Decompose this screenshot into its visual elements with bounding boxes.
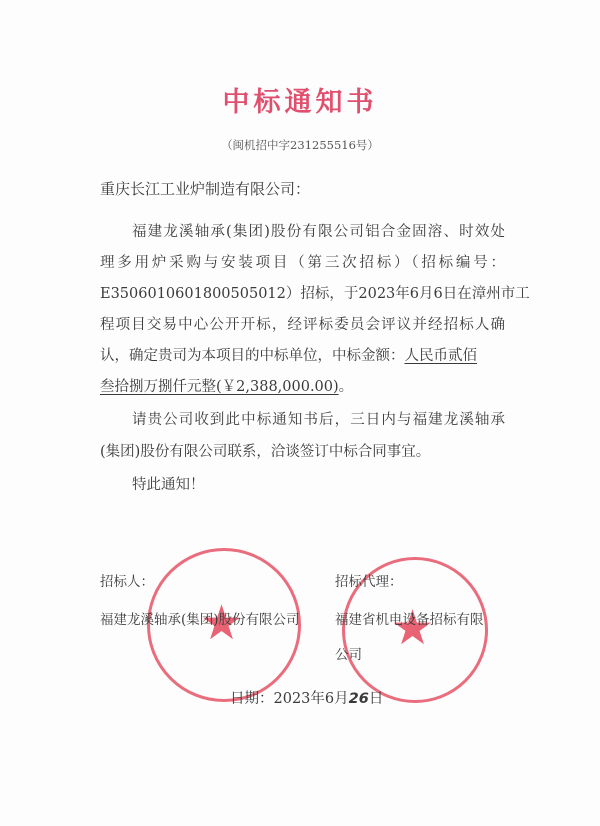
- date-suffix: 日: [368, 691, 384, 707]
- award-amount-part1: 人民币贰佰: [404, 348, 477, 364]
- star-icon: ★: [200, 595, 244, 651]
- body-para2-line-2: (集团)股份有限公司联系，洽谈签订中标合同事宜。: [100, 444, 431, 460]
- body-line-2: 理多用炉采购与安装项目（第三次招标）（招标编号：: [100, 255, 505, 271]
- date: [230, 688, 383, 710]
- agent-name-line-1: 福建省机电设备招标有限: [335, 612, 484, 628]
- period: 。: [338, 379, 354, 395]
- tenderer-label: 招标人：: [100, 574, 154, 590]
- reference-number: （闽机招中字231255516号）: [221, 138, 379, 152]
- award-amount-part2: 叁拾捌万捌仟元整(￥2,388,000.00): [100, 379, 339, 395]
- agent-label: 招标代理：: [335, 574, 403, 590]
- date-handwritten: 26: [348, 691, 369, 707]
- award-text: 认，确定贵司为本项目的中标单位，中标金额：: [100, 348, 405, 364]
- body-line-6: [100, 376, 505, 398]
- date-label: 日期：: [230, 691, 274, 707]
- body-line-4: 程项目交易中心公开开标，经评标委员会评议并经招标人确: [100, 317, 505, 333]
- agent-name-line-2: 公司: [335, 647, 362, 663]
- date-printed: 2023年6月: [273, 691, 349, 707]
- body-line-3: E3506010601800505012）招标，于2023年6月6日在漳州市工: [100, 286, 530, 302]
- tenderer-name: 福建龙溪轴承(集团)股份有限公司: [100, 612, 300, 628]
- body-para2-line-1: 请贵公司收到此中标通知书后，三日内与福建龙溪轴承: [132, 412, 505, 428]
- body-line-1: 福建龙溪轴承(集团)股份有限公司铝合金固溶、时效处: [132, 224, 505, 240]
- star-icon: ★: [391, 600, 435, 656]
- closing: 特此通知！: [132, 477, 205, 493]
- body-line-5: [100, 345, 505, 367]
- document-title: 中标通知书: [222, 87, 378, 118]
- addressee: 重庆长江工业炉制造有限公司：: [100, 180, 311, 198]
